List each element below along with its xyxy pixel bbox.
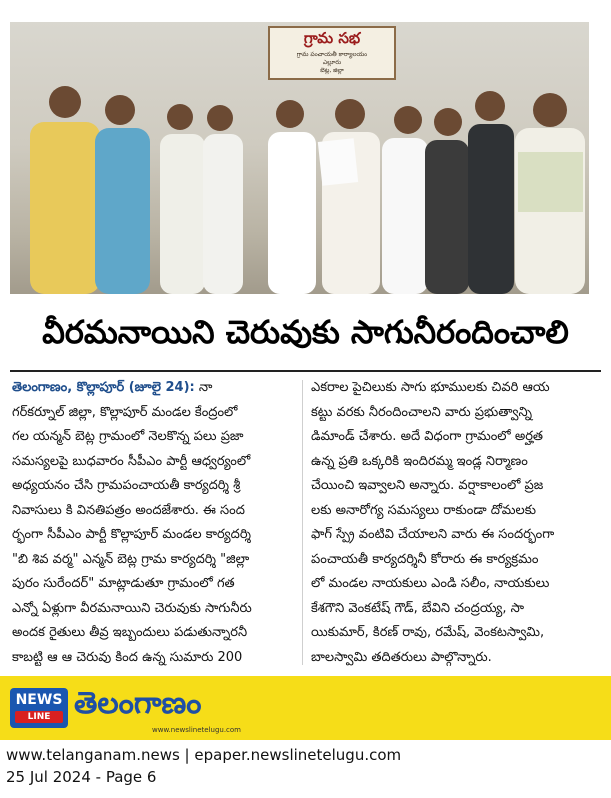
newsline-logo <box>10 688 68 728</box>
board-subtitle-2: ఎల్లూరు <box>322 59 342 66</box>
headline-rule <box>10 370 601 372</box>
newsline-logo-text: NEWS <box>15 692 63 708</box>
news-photo <box>10 22 589 294</box>
telanganam-logo: తెలంగాణం <box>74 686 202 721</box>
article-line: కేశగౌని వెంకటేష్ గౌడ్, బేవిని చంద్రయ్య, సా <box>311 600 525 616</box>
article-line: ర్భంగా సీపీఎం పార్టీ కొల్లాపూర్ మండల కార్యదర్శి <box>12 527 251 542</box>
article-line: ఎకరాల పైచిలుకు సాగు భూములకు చివరి ఆయ <box>311 380 550 395</box>
column-divider <box>302 380 303 665</box>
article-line <box>12 376 294 401</box>
article-column-right <box>311 376 599 670</box>
article-line: లకు అనారోగ్య సమస్యలు రాకుండా దోమలకు <box>311 502 537 518</box>
article-line: యికుమార్, కిరణ్ రావు, రమేష్, వెంకటస్వామి, <box>311 625 545 640</box>
group-of-people <box>10 22 589 294</box>
article-line: పంచాయతీ కార్యదర్శినీ కోరారు ఈ కార్యక్రమం <box>311 551 539 567</box>
article-text: నా <box>194 380 213 395</box>
article-line: పురం సురేందర్" మాట్లాడుతూ గ్రామంలో గత <box>12 576 235 591</box>
board-subtitle-1: గ్రామ పంచాయతీ కార్యాలయం <box>296 51 368 58</box>
brand-url: www.newslinetelugu.com <box>152 726 241 734</box>
article-line: "బి శివ వర్మ" ఎన్మన్ బెట్ల గ్రామ కార్యదర్శి "జిల్లా <box>12 551 250 567</box>
article-line: గర్‌కర్నూల్ జిల్లా, కొల్లాపూర్ మండల కేంద్రంలో <box>12 404 238 420</box>
article-column-left <box>12 376 294 670</box>
article-line: ఫాగ్ స్ప్రే వంటివి చేయాలని వారు ఈ సందర్భంగా <box>311 527 555 542</box>
board-subtitle-3: బెట్ల, జిల్లా <box>320 67 344 74</box>
article-line: లో మండల నాయకులు ఎండి సలీం, నాయకులు <box>311 576 550 591</box>
article-line: అందక రైతులు తీవ్ర ఇబ్బందులు పడుతున్నారనీ <box>12 625 248 640</box>
article-line: గల యన్మన్ బెట్ల గ్రామంలో నెలకొన్న పలు ప్రజా <box>12 429 244 444</box>
footer-date-page: 25 Jul 2024 - Page 6 <box>6 768 157 786</box>
article-line: కాబట్టి ఆ ఆ చెరువు కింద ఉన్న సుమారు 200 <box>12 649 243 665</box>
article-line: కట్టు వరకు నీరందించాలని వారు ప్రభుత్వాన్ని <box>311 404 533 420</box>
article-line: అధ్యయనం చేసి గ్రామపంచాయతీ కార్యదర్శి శ్రీ <box>12 478 241 493</box>
dateline: తెలంగాణం, కొల్లాపూర్ (జూలై 24): <box>12 380 195 395</box>
footer-links[interactable]: www.telanganam.news | epaper.newslinetelugu.com <box>6 746 402 764</box>
article-line: ఉన్న ప్రతి ఒక్కరికి ఇందిరమ్మ ఇండ్ల నిర్మాణం <box>311 453 528 469</box>
article-line: నివాసులు కి వినతిపత్రం అందజేశారు. ఈ సంద <box>12 502 245 518</box>
article-line: సమస్యలపై బుధవారం సీపీఎం పార్టీ ఆధ్వర్యంలో <box>12 453 251 469</box>
article-line: బాలస్వామి తదితరులు పాల్గొన్నారు. <box>311 649 492 665</box>
board-title: గ్రామ సభ <box>303 29 361 47</box>
article-line: చేయించి ఇవ్వాలని అన్నారు. వర్షాకాలంలో ప్రజ <box>311 478 544 493</box>
article-line: డిమాండ్ చేశారు. అదే విధంగా గ్రామంలో అర్హత <box>311 429 544 444</box>
headline: వీరమనాయిని చెరువుకు సాగునీరందించాలి <box>42 313 569 351</box>
article-line: ఎన్నో ఏళ్లుగా వీరమనాయిని చెరువుకు సాగునీరు <box>12 600 252 616</box>
newsline-logo-subtext: LINE <box>15 711 63 723</box>
